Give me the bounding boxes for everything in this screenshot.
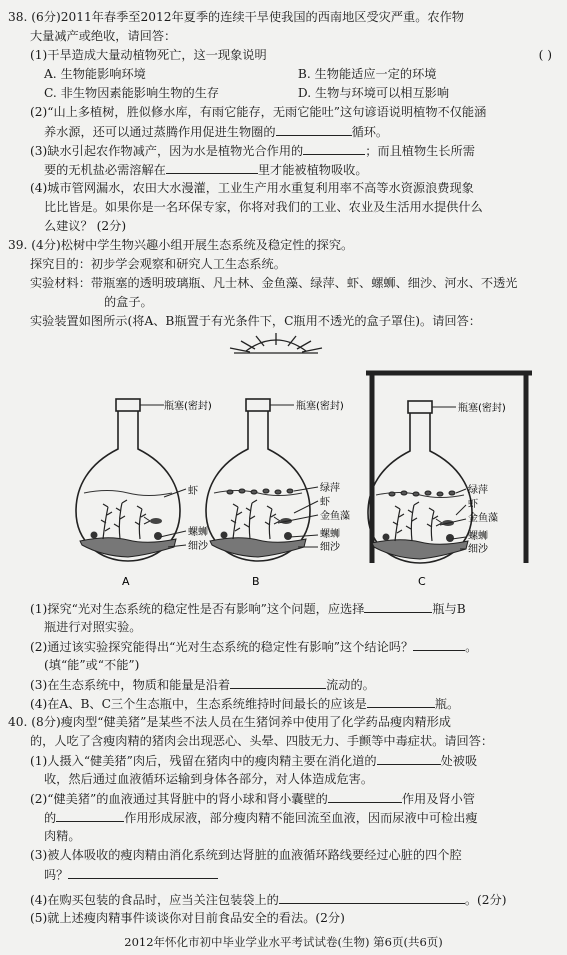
- answer-blank: [367, 694, 435, 708]
- q38-part-3-line-2: [8, 160, 560, 179]
- q38-part-2-text: 养水源，还可以通过蒸腾作用促进生物圈的: [44, 125, 276, 139]
- q39-part-1-text: (1)探究“光对生态系统的稳定性是否有影响”这个问题，应选择: [30, 602, 365, 616]
- q39-part-3-text: (3)在生态系统中，物质和能量是沿着: [30, 678, 231, 692]
- question-38: [8, 8, 560, 236]
- q40-part-2-text-2: 的: [44, 811, 57, 825]
- sun-icon: [230, 333, 322, 353]
- flask-b: [206, 399, 318, 561]
- answer-blank: [364, 599, 432, 613]
- q40-part-1-suffix: 处被吸: [440, 754, 478, 768]
- q39-part-2-line-1: [8, 637, 560, 656]
- answer-blank: [166, 160, 258, 174]
- page-footer: 2012年怀化市初中毕业学业水平考试试卷(生物) 第6页(共6页): [124, 935, 443, 949]
- q39-part-2-suffix: 。: [465, 640, 478, 654]
- q40-part-3-line-2: [8, 865, 560, 884]
- q40-part-5: (5)就上述瘦肉精事件谈谈你对目前食品安全的看法。(2分): [30, 911, 345, 925]
- flask-a: [76, 399, 186, 561]
- flask-b-sand-label: 细沙: [320, 542, 340, 553]
- flask-c-stopper-label: 瓶塞(密封): [458, 403, 506, 414]
- flask-b-duckweed-label: 绿萍: [320, 483, 340, 494]
- q39-part-4-text: (4)在A、B、C三个生态瓶中，生态系统维持时间最长的应该是: [30, 697, 367, 711]
- q38-options-row-2: [8, 84, 560, 103]
- flask-b-hornwort-label: 金鱼藻: [320, 511, 350, 522]
- q39-part-4-suffix: 瓶。: [434, 697, 460, 711]
- q39-part-3: [8, 675, 560, 694]
- q40-part-2-line-1: [8, 789, 560, 808]
- answer-blank: [68, 865, 218, 879]
- q39-part-1-suffix: 瓶与B: [432, 602, 466, 616]
- flask-c-shrimp-label: 虾: [468, 499, 478, 510]
- flask-b-stopper-label: 瓶塞(密封): [296, 401, 344, 412]
- flask-a-sand-label: 细沙: [188, 541, 208, 552]
- flask-c-duckweed-label: 绿萍: [468, 485, 488, 496]
- flask-a-snail-label: 螺蛳: [188, 527, 208, 538]
- q38-intro-line-2: 大量减产或绝收，请回答：: [30, 29, 177, 43]
- q40-part-4-text: (4)在购买包装的食品时，应当关注包装袋上的: [30, 893, 279, 907]
- q39-part-1-line-2: 瓶进行对照实验。: [44, 620, 142, 634]
- experiment-figure: [8, 331, 560, 599]
- option-a: A. 生物能影响环境: [44, 67, 146, 81]
- q40-part-2-suffix: 作用及肾小管: [401, 792, 475, 806]
- q38-part-2-suffix: 循环。: [351, 125, 389, 139]
- q38-part-4-line-1: (4)城市管网漏水，农田大水漫灌，工业生产用水重复利用率不高等水资源浪费现象: [30, 181, 474, 195]
- q38-part-3-text: (3)缺水引起农作物减产，因为水是植物光合作用的: [30, 144, 304, 158]
- answer-blank: [279, 890, 465, 904]
- flask-b-snail-label: 螺蛳: [320, 529, 340, 540]
- q40-part-3-text: 吗？: [44, 868, 69, 882]
- q40-part-1-text: (1)人摄入“健美猪”肉后，残留在猪肉中的瘦肉精主要在消化道的: [30, 754, 377, 768]
- flask-a-label: A: [122, 575, 130, 588]
- flask-a-shrimp-label: 虾: [188, 486, 198, 497]
- flask-c-label: C: [418, 575, 426, 588]
- q39-intro: 39. (4分)松树中学生物兴趣小组开展生态系统及稳定性的探究。: [8, 238, 354, 252]
- q40-part-2-line-2: [8, 808, 560, 827]
- q40-part-1-line-2: 收，然后通过血液循环运输到身体各部分，对人体造成危害。: [44, 772, 374, 786]
- answer-blank: [413, 637, 465, 651]
- answer-blank: [377, 751, 441, 765]
- flask-a-stopper-label: 瓶塞(密封): [164, 401, 212, 412]
- q38-intro-line-1: 38. (6分)2011年春季至2012年夏季的连续干旱使我国的西南地区受灾严重。农作物: [8, 10, 464, 24]
- q39-part-4: [8, 694, 560, 713]
- q38-part-3-line-1: [8, 141, 560, 160]
- flask-c-snail-label: 螺蛳: [468, 531, 488, 542]
- q38-part-3-suffix: ；而且植物生长所需: [365, 144, 475, 158]
- answer-blank: [328, 789, 402, 803]
- q38-options-row-1: [8, 65, 560, 84]
- q39-materials-line-1: 实验材料：带瓶塞的透明玻璃瓶、凡士林、金鱼藻、绿萍、虾、螺蛳、细沙、河水、不透光: [30, 276, 518, 290]
- flask-c-sand-label: 细沙: [468, 544, 488, 555]
- flask-b-label: B: [252, 575, 260, 588]
- answer-paren: ( ): [538, 48, 552, 62]
- option-c: C. 非生物因素能影响生物的生存: [44, 86, 220, 100]
- q39-purpose: 探究目的：初步学会观察和研究人工生态系统。: [30, 257, 286, 271]
- q40-intro-line-1: 40. (8分)瘦肉型“健美猪”是某些不法人员在生猪饲养中使用了化学药品瘦肉精形成: [8, 715, 451, 729]
- q40-part-2-text: (2)“健美猪”的血液通过其肾脏中的肾小球和肾小囊壁的: [30, 792, 328, 806]
- q39-part-1-line-1: [8, 599, 560, 618]
- flask-b-shrimp-label: 虾: [320, 497, 330, 508]
- option-b: B. 生物能适应一定的环境: [297, 67, 437, 81]
- q39-setup: 实验装置如图所示(将A、B瓶置于有光条件下，C瓶用不透光的盒子罩住)。请回答：: [30, 314, 481, 328]
- q39-materials-line-2: 的盒子。: [104, 295, 153, 309]
- question-40: [8, 713, 560, 928]
- experiment-diagram: [8, 331, 560, 599]
- flask-c: [368, 401, 472, 563]
- option-d: D. 生物与环境可以相互影响: [297, 86, 450, 100]
- q38-part-3-suffix-2: 里才能被植物吸收。: [257, 163, 368, 177]
- q40-intro-line-2: 的，人吃了含瘦肉精的猪肉会出现恶心、头晕、四肢无力、手颤等中毒症状。请回答：: [30, 734, 494, 748]
- q40-part-1-line-1: [8, 751, 560, 770]
- q40-part-2-suffix-2: 作用形成尿液，部分瘦肉精不能回流至血液，因而尿液中可检出瘦: [124, 811, 478, 825]
- q39-part-2-text: (2)通过该实验探究能得出“光对生态系统的稳定性有影响”这个结论吗？: [30, 640, 414, 654]
- q39-part-3-suffix: 流动的。: [326, 678, 375, 692]
- q38-part-3-text-2: 要的无机盐必需溶解在: [44, 163, 166, 177]
- q38-part-2-line-2: [8, 122, 560, 141]
- q40-part-4-suffix: 。(2分): [464, 893, 507, 907]
- q38-part-1: [8, 46, 560, 65]
- answer-blank: [230, 675, 326, 689]
- answer-blank: [276, 122, 352, 136]
- flask-c-hornwort-label: 金鱼藻: [468, 513, 498, 524]
- q40-part-3-line-1: (3)被人体吸收的瘦肉精由消化系统到达肾脏的血液循环路线要经过心脏的四个腔: [30, 848, 462, 862]
- q38-part-2-line-1: (2)“山上多植树，胜似修水库，有雨它能存，无雨它能吐”这句谚语说明植物不仅能涵: [30, 105, 487, 119]
- exam-page: [8, 8, 560, 928]
- answer-blank: [56, 808, 124, 822]
- q38-part-1-text: (1)干旱造成大量动植物死亡，这一现象说明: [30, 48, 267, 62]
- answer-blank: [303, 141, 365, 155]
- q39-part-2-line-2: (填“能”或“不能”): [44, 658, 140, 672]
- q40-part-2-line-3: 肉精。: [44, 829, 81, 843]
- q40-part-4: [8, 890, 560, 909]
- question-39: [8, 236, 560, 713]
- q38-part-4-line-3: 么建议？ (2分): [44, 219, 127, 233]
- q38-part-4-line-2: 比比皆是。如果你是一名环保专家，你将对我们的工业、农业及生活用水提供什么: [44, 200, 483, 214]
